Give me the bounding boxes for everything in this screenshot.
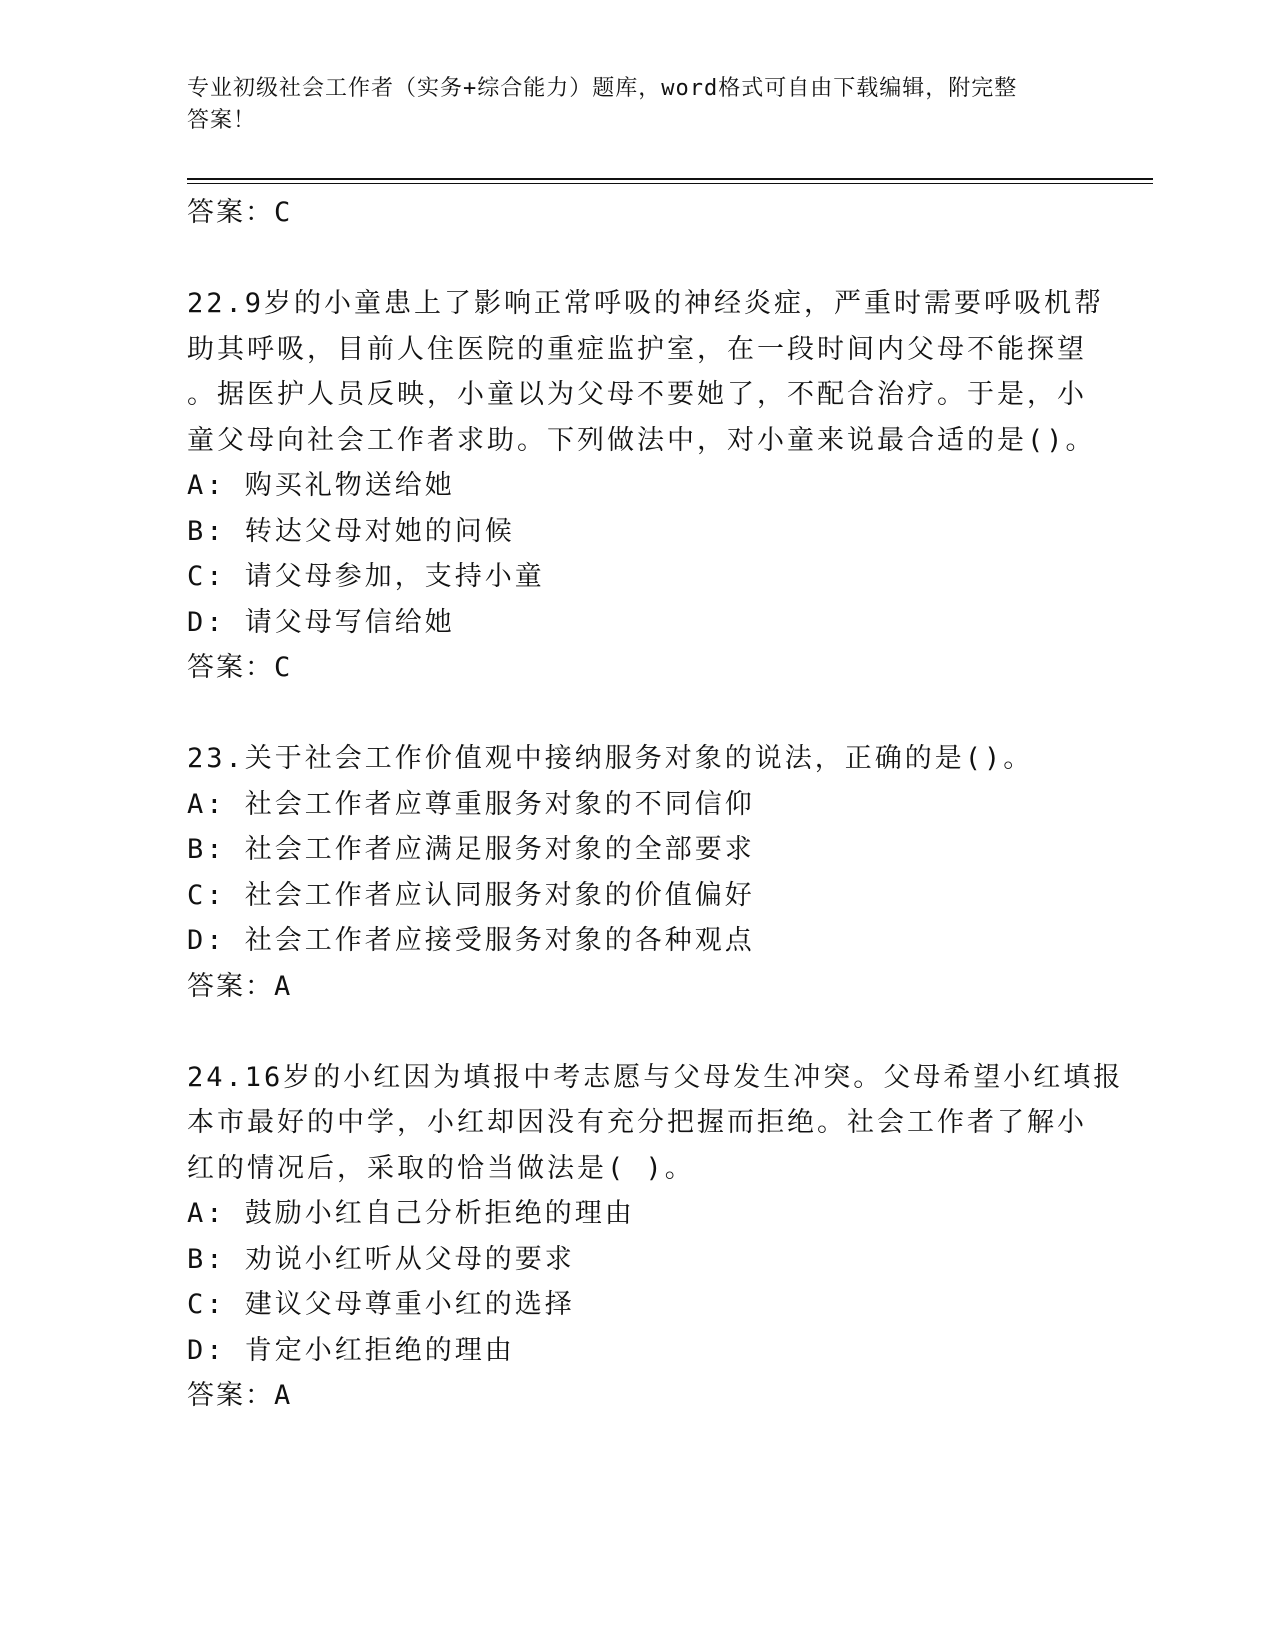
option-c: C: 社会工作者应认同服务对象的价值偏好 [187, 879, 755, 911]
header-rule-thick [187, 178, 1153, 180]
option-b: B: 转达父母对她的问候 [187, 515, 515, 547]
question-stem-line: 22.9岁的小童患上了影响正常呼吸的神经炎症，严重时需要呼吸机帮 [187, 288, 1105, 319]
question-stem-line: 24.16岁的小红因为填报中考志愿与父母发生冲突。父母希望小红填报 [187, 1061, 1124, 1093]
question-stem-line: 红的情况后，采取的恰当做法是( )。 [187, 1152, 695, 1184]
spacer [187, 1009, 1087, 1055]
option-c: C: 建议父母尊重小红的选择 [187, 1289, 575, 1320]
question-content [187, 190, 1124, 1419]
spacer [187, 236, 1087, 282]
option-a: A: 鼓励小红自己分析拒绝的理由 [187, 1198, 635, 1229]
question-stem-line: 本市最好的中学，小红却因没有充分把握而拒绝。社会工作者了解小 [187, 1107, 1087, 1138]
question-stem-line: 23.关于社会工作价值观中接纳服务对象的说法，正确的是()。 [187, 743, 1034, 774]
option-c: C: 请父母参加，支持小童 [187, 561, 545, 592]
answer: 答案：C [187, 652, 293, 683]
question-24 [187, 1055, 1124, 1419]
answer: 答案：A [187, 970, 293, 1002]
option-b: B: 劝说小红听从父母的要求 [187, 1243, 575, 1275]
option-a: A: 社会工作者应尊重服务对象的不同信仰 [187, 788, 755, 820]
question-stem-line: 童父母向社会工作者求助。下列做法中，对小童来说最合适的是()。 [187, 424, 1096, 456]
spacer [187, 691, 1087, 737]
option-d: D: 肯定小红拒绝的理由 [187, 1334, 515, 1366]
previous-answer: 答案：C [187, 197, 293, 228]
option-d: D: 请父母写信给她 [187, 606, 455, 638]
header-line-1: 专业初级社会工作者（实务+综合能力）题库，word格式可自由下载编辑，附完整 [187, 76, 1018, 101]
option-b: B: 社会工作者应满足服务对象的全部要求 [187, 834, 755, 865]
header-rule-thin [187, 183, 1153, 184]
question-stem-line: 。据医护人员反映，小童以为父母不要她了，不配合治疗。于是，小 [187, 379, 1087, 410]
question-stem-line: 助其呼吸，目前人住医院的重症监护室，在一段时间内父母不能探望 [187, 333, 1087, 365]
header-line-2: 答案！ [187, 108, 257, 133]
option-a: A: 购买礼物送给她 [187, 470, 455, 501]
option-d: D: 社会工作者应接受服务对象的各种观点 [187, 925, 755, 956]
question-23 [187, 736, 1087, 1009]
document-header [187, 73, 1087, 137]
answer: 答案：A [187, 1380, 293, 1411]
question-22 [187, 281, 1105, 691]
